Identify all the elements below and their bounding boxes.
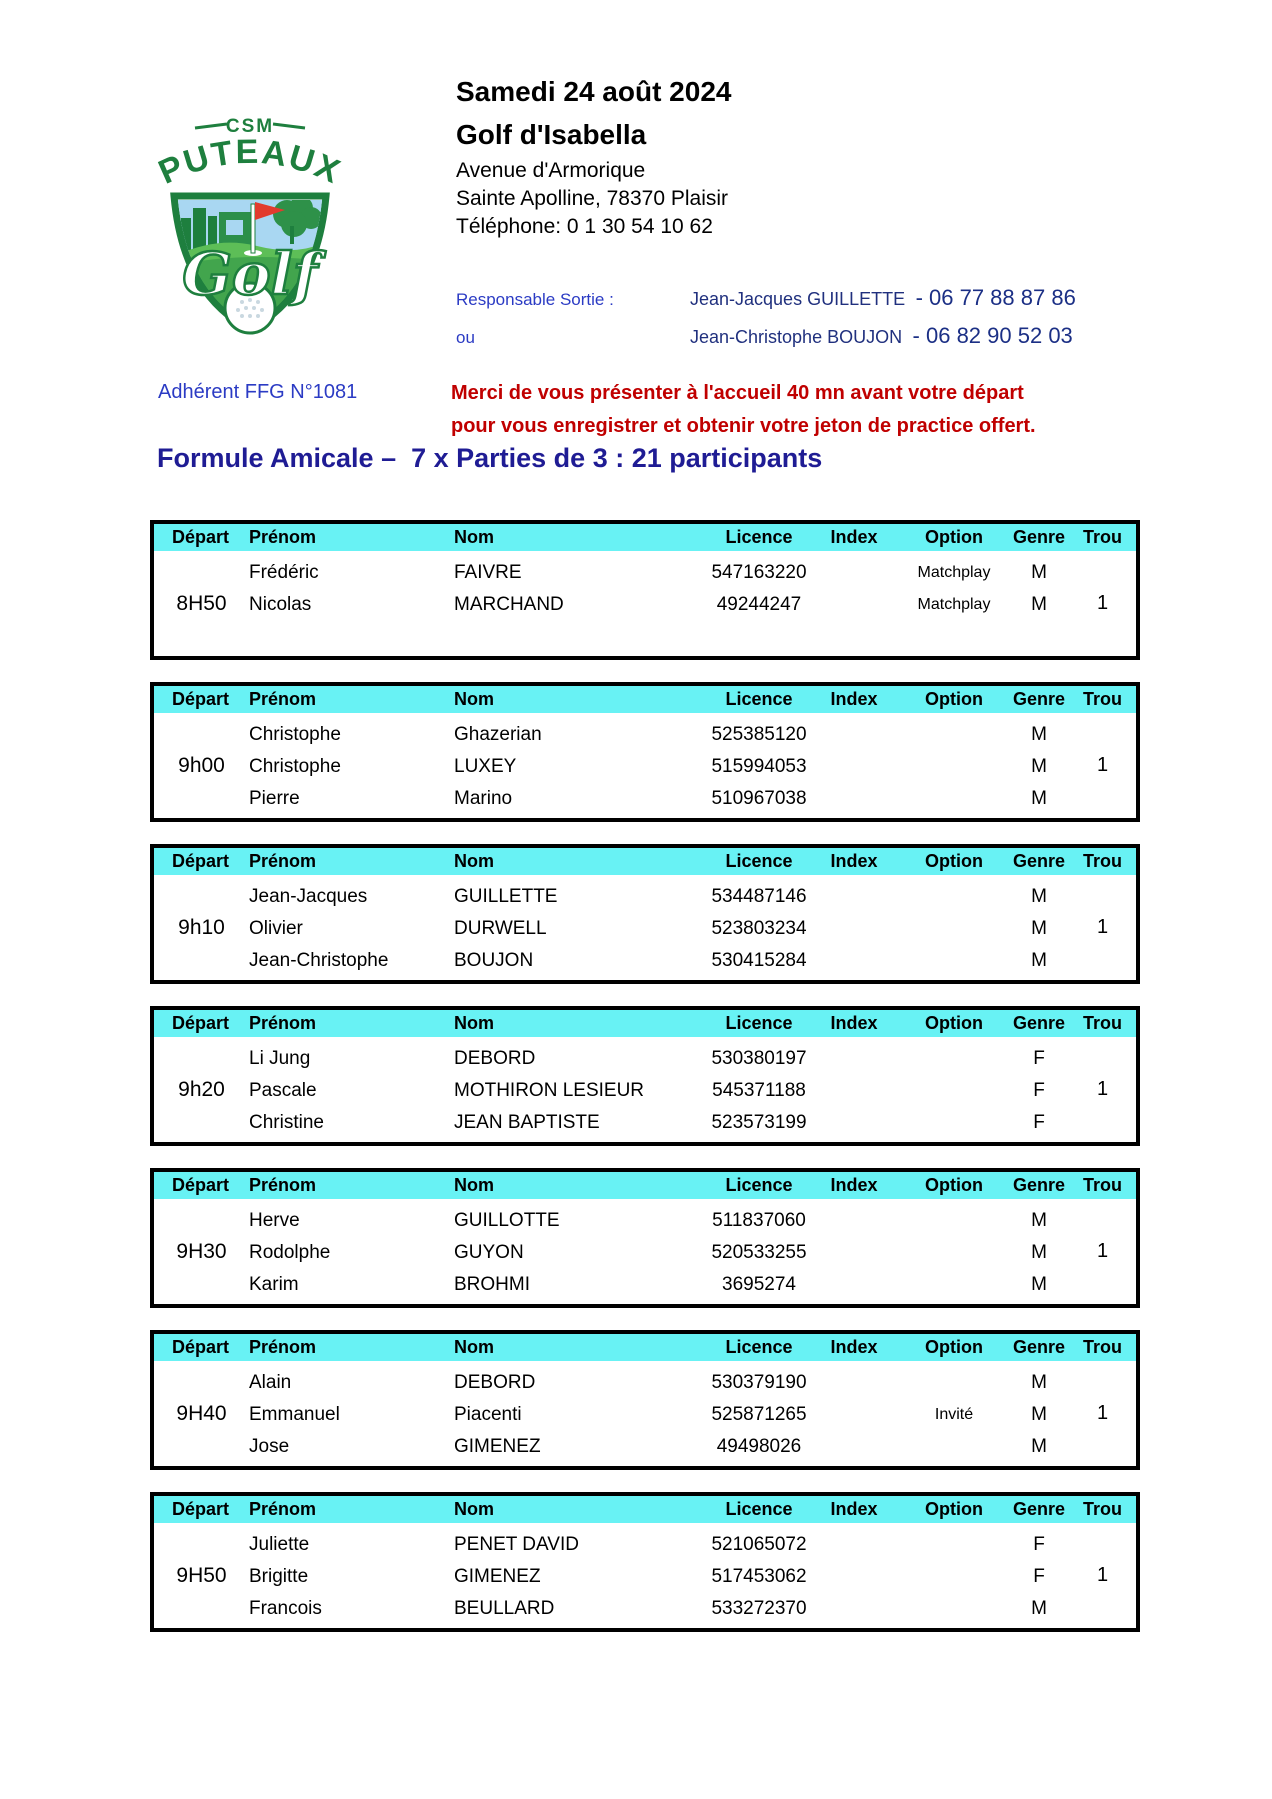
responsable-2 [690,323,1076,349]
player-firstname: Jean-Christophe [249,950,389,971]
player-licence: 533272370 [711,1598,807,1619]
logo-puteaux-text: PUTEAUX [153,132,347,192]
player-licence: 523803234 [711,918,807,939]
tee-table-3 [150,844,1140,984]
trou-value: 1 [1096,1240,1109,1262]
player-firstname: Pascale [249,1080,317,1101]
player-genre: F [1033,1048,1045,1069]
table-body [154,1037,1136,1142]
column-header-option: Option [925,851,983,871]
player-genre: M [1031,1404,1047,1425]
column-header-trou: Trou [1083,689,1122,709]
player-genre: M [1031,1598,1047,1619]
player-firstname: Frédéric [249,562,319,583]
column-header-dpart: Départ [172,527,230,547]
trou-value: 1 [1096,592,1109,614]
welcome-notice [451,377,1036,443]
column-header-genre: Genre [1012,1013,1066,1033]
player-genre: M [1031,756,1047,777]
column-header-option: Option [925,1013,983,1033]
player-firstname: Li Jung [249,1048,311,1069]
column-header-option: Option [925,1337,983,1357]
column-header-prnom: Prénom [249,689,317,709]
player-genre: M [1031,1210,1047,1231]
table-body [154,551,1136,656]
player-licence: 525871265 [711,1404,807,1425]
column-header-prnom: Prénom [249,1175,317,1195]
tee-table-1 [150,520,1140,660]
column-header-genre: Genre [1012,851,1066,871]
column-header-index: Index [830,1013,878,1033]
player-licence: 49498026 [716,1436,802,1457]
player-firstname: Francois [249,1598,322,1619]
player-row [154,1043,1136,1075]
player-genre: F [1033,1534,1045,1555]
column-header-nom: Nom [454,1337,494,1357]
player-firstname: Karim [249,1274,299,1295]
player-firstname: Brigitte [249,1566,309,1587]
column-header-nom: Nom [454,527,494,547]
player-licence: 530380197 [711,1048,807,1069]
player-lastname: MARCHAND [454,594,564,615]
player-lastname: BOUJON [454,950,534,971]
responsable-block [456,285,1076,349]
column-header-index: Index [830,1499,878,1519]
player-licence: 521065072 [711,1534,807,1555]
table-header-row [154,524,1136,551]
column-header-licence: Licence [725,1499,793,1519]
depart-time: 9h00 [178,753,225,777]
player-row [154,1107,1136,1139]
logo-csm-text: CSM [225,116,275,137]
player-row [154,1529,1136,1561]
event-date: Samedi 24 août 2024 [456,76,732,107]
responsable-1 [690,285,1076,311]
responsable-1-phone: - 06 77 88 87 86 [915,285,1076,310]
trou-value: 1 [1096,1078,1109,1100]
table-body [154,713,1136,818]
player-licence: 510967038 [711,788,807,809]
column-header-licence: Licence [725,851,793,871]
player-genre: M [1031,788,1047,809]
player-lastname: GUILLOTTE [454,1210,560,1231]
column-header-prnom: Prénom [249,1499,317,1519]
player-firstname: Christine [249,1112,324,1133]
player-lastname: GIMENEZ [454,1436,541,1457]
depart-time: 9H30 [176,1239,227,1263]
player-firstname: Herve [249,1210,300,1231]
tee-table-4 [150,1006,1140,1146]
column-header-nom: Nom [454,851,494,871]
player-licence: 547163220 [711,562,807,583]
player-lastname: GUILLETTE [454,886,558,907]
player-lastname: DEBORD [454,1372,536,1393]
player-genre: F [1033,1080,1045,1101]
player-row [154,881,1136,913]
player-firstname: Nicolas [249,594,312,615]
player-genre: M [1031,594,1047,615]
table-header-row [154,848,1136,875]
depart-time: 9h20 [178,1077,225,1101]
tee-table-2 [150,682,1140,822]
column-header-nom: Nom [454,1175,494,1195]
depart-time: 9h10 [178,915,225,939]
player-genre: M [1031,562,1047,583]
player-lastname: DEBORD [454,1048,536,1069]
column-header-genre: Genre [1012,1175,1066,1195]
column-header-option: Option [925,1175,983,1195]
column-header-dpart: Départ [172,1013,230,1033]
tee-table-7 [150,1492,1140,1632]
player-firstname: Rodolphe [249,1242,331,1263]
player-row [154,557,1136,589]
player-licence: 520533255 [711,1242,807,1263]
player-lastname: PENET DAVID [454,1534,579,1555]
player-row [154,589,1136,621]
column-header-index: Index [830,689,878,709]
column-header-genre: Genre [1012,1499,1066,1519]
column-header-trou: Trou [1083,851,1122,871]
column-header-trou: Trou [1083,1337,1122,1357]
player-licence: 515994053 [711,756,807,777]
column-header-option: Option [925,1499,983,1519]
player-row [154,1205,1136,1237]
player-option: Invité [934,1406,974,1423]
player-firstname: Emmanuel [249,1404,340,1425]
player-licence: 530379190 [711,1372,807,1393]
column-header-prnom: Prénom [249,1337,317,1357]
player-genre: M [1031,1274,1047,1295]
player-licence: 3695274 [722,1274,796,1295]
section-title: Formule Amicale – 7 x Parties de 3 : 21 participants [157,443,823,473]
player-firstname: Olivier [249,918,303,939]
column-header-licence: Licence [725,527,793,547]
player-firstname: Christophe [249,724,341,745]
player-lastname: LUXEY [454,756,517,777]
venue-address [456,157,728,241]
column-header-index: Index [830,1175,878,1195]
trou-value: 1 [1096,916,1109,938]
table-body [154,875,1136,980]
player-licence: 530415284 [711,950,807,971]
column-header-trou: Trou [1083,1175,1122,1195]
column-header-genre: Genre [1012,527,1066,547]
column-header-licence: Licence [725,1175,793,1195]
player-lastname: Ghazerian [454,724,542,745]
column-header-dpart: Départ [172,1337,230,1357]
player-firstname: Juliette [249,1534,310,1555]
depart-time: 9H40 [176,1401,227,1425]
club-logo-graphic [147,104,353,336]
table-header-row [154,1496,1136,1523]
svg-text:PUTEAUX [153,133,347,192]
responsable-1-name: Jean-Jacques GUILLETTE [690,289,906,309]
player-row [154,913,1136,945]
column-header-licence: Licence [725,1013,793,1033]
tee-table-5 [150,1168,1140,1308]
player-lastname: BEULLARD [454,1598,555,1619]
player-genre: M [1031,1242,1047,1263]
venue-name: Golf d'Isabella [456,119,647,150]
player-firstname: Jose [249,1436,290,1457]
address-line1: Avenue d'Armorique [456,159,646,182]
player-firstname: Christophe [249,756,341,777]
column-header-licence: Licence [725,1337,793,1357]
table-body [154,1523,1136,1628]
player-option: Matchplay [917,564,991,581]
column-header-index: Index [830,1337,878,1357]
column-header-licence: Licence [725,689,793,709]
depart-time: 8H50 [176,591,227,615]
table-body [154,1199,1136,1304]
player-lastname: JEAN BAPTISTE [454,1112,600,1133]
player-genre: M [1031,724,1047,745]
player-row [154,1269,1136,1301]
player-genre: M [1031,1436,1047,1457]
notice-line1: Merci de vous présenter à l'accueil 40 mn avant votre départ [451,382,1024,404]
player-option: Matchplay [917,596,991,613]
player-lastname: GIMENEZ [454,1566,541,1587]
player-genre: M [1031,950,1047,971]
player-firstname: Alain [249,1372,292,1393]
column-header-nom: Nom [454,689,494,709]
player-licence: 534487146 [711,886,807,907]
tee-table-6 [150,1330,1140,1470]
player-genre: M [1031,918,1047,939]
player-lastname: Piacenti [454,1404,522,1425]
column-header-option: Option [925,689,983,709]
player-row [154,1561,1136,1593]
logo-golf-text: Golf [182,240,318,308]
player-firstname: Jean-Jacques [249,886,368,907]
column-header-index: Index [830,851,878,871]
responsable-label: Responsable Sortie : [456,290,614,309]
player-row [154,1399,1136,1431]
player-genre: M [1031,886,1047,907]
responsable-2-phone: - 06 82 90 52 03 [912,323,1073,348]
player-genre: F [1033,1112,1045,1133]
table-header-row [154,1172,1136,1199]
player-licence: 511837060 [712,1210,806,1231]
depart-time: 9H50 [176,1563,227,1587]
player-lastname: GUYON [454,1242,524,1263]
player-lastname: DURWELL [454,918,547,939]
player-row [154,1593,1136,1625]
trou-value: 1 [1096,754,1109,776]
table-header-row [154,1334,1136,1361]
column-header-trou: Trou [1083,1499,1122,1519]
player-row [154,1075,1136,1107]
player-licence: 545371188 [712,1080,806,1101]
column-header-prnom: Prénom [249,1013,317,1033]
column-header-trou: Trou [1083,527,1122,547]
player-licence: 49244247 [716,594,802,615]
column-header-dpart: Départ [172,1175,230,1195]
player-row [154,1237,1136,1269]
table-body [154,1361,1136,1466]
player-genre: F [1033,1566,1045,1587]
player-genre: M [1031,1372,1047,1393]
responsable-2-name: Jean-Christophe BOUJON [690,327,903,347]
column-header-genre: Genre [1012,1337,1066,1357]
player-row [154,1431,1136,1463]
tee-time-tables [150,520,1140,1654]
player-licence: 517453062 [711,1566,807,1587]
table-header-row [154,686,1136,713]
player-row [154,751,1136,783]
player-row [154,783,1136,815]
column-header-genre: Genre [1012,689,1066,709]
player-lastname: MOTHIRON LESIEUR [454,1080,645,1101]
column-header-dpart: Départ [172,1499,230,1519]
column-header-option: Option [925,527,983,547]
column-header-dpart: Départ [172,851,230,871]
column-header-trou: Trou [1083,1013,1122,1033]
player-licence: 525385120 [711,724,807,745]
column-header-nom: Nom [454,1499,494,1519]
venue-phone: Téléphone: 0 1 30 54 10 62 [456,215,713,238]
adherent-ffg: Adhérent FFG N°1081 [158,381,358,403]
trou-value: 1 [1096,1564,1109,1586]
player-licence: 523573199 [711,1112,807,1133]
column-header-nom: Nom [454,1013,494,1033]
player-row [154,945,1136,977]
player-lastname: Marino [454,788,513,809]
column-header-prnom: Prénom [249,851,317,871]
trou-value: 1 [1096,1402,1109,1424]
column-header-index: Index [830,527,878,547]
column-header-prnom: Prénom [249,527,317,547]
club-logo [147,104,353,336]
player-row [154,1367,1136,1399]
column-header-dpart: Départ [172,689,230,709]
address-line2: Sainte Apolline, 78370 Plaisir [456,187,729,210]
player-lastname: BROHMI [454,1274,530,1295]
notice-line2: pour vous enregistrer et obtenir votre jeton de practice offert. [451,415,1036,437]
player-lastname: FAIVRE [454,562,522,583]
player-firstname: Pierre [249,788,300,809]
table-header-row [154,1010,1136,1037]
player-row [154,719,1136,751]
ou-label: ou [456,328,475,347]
